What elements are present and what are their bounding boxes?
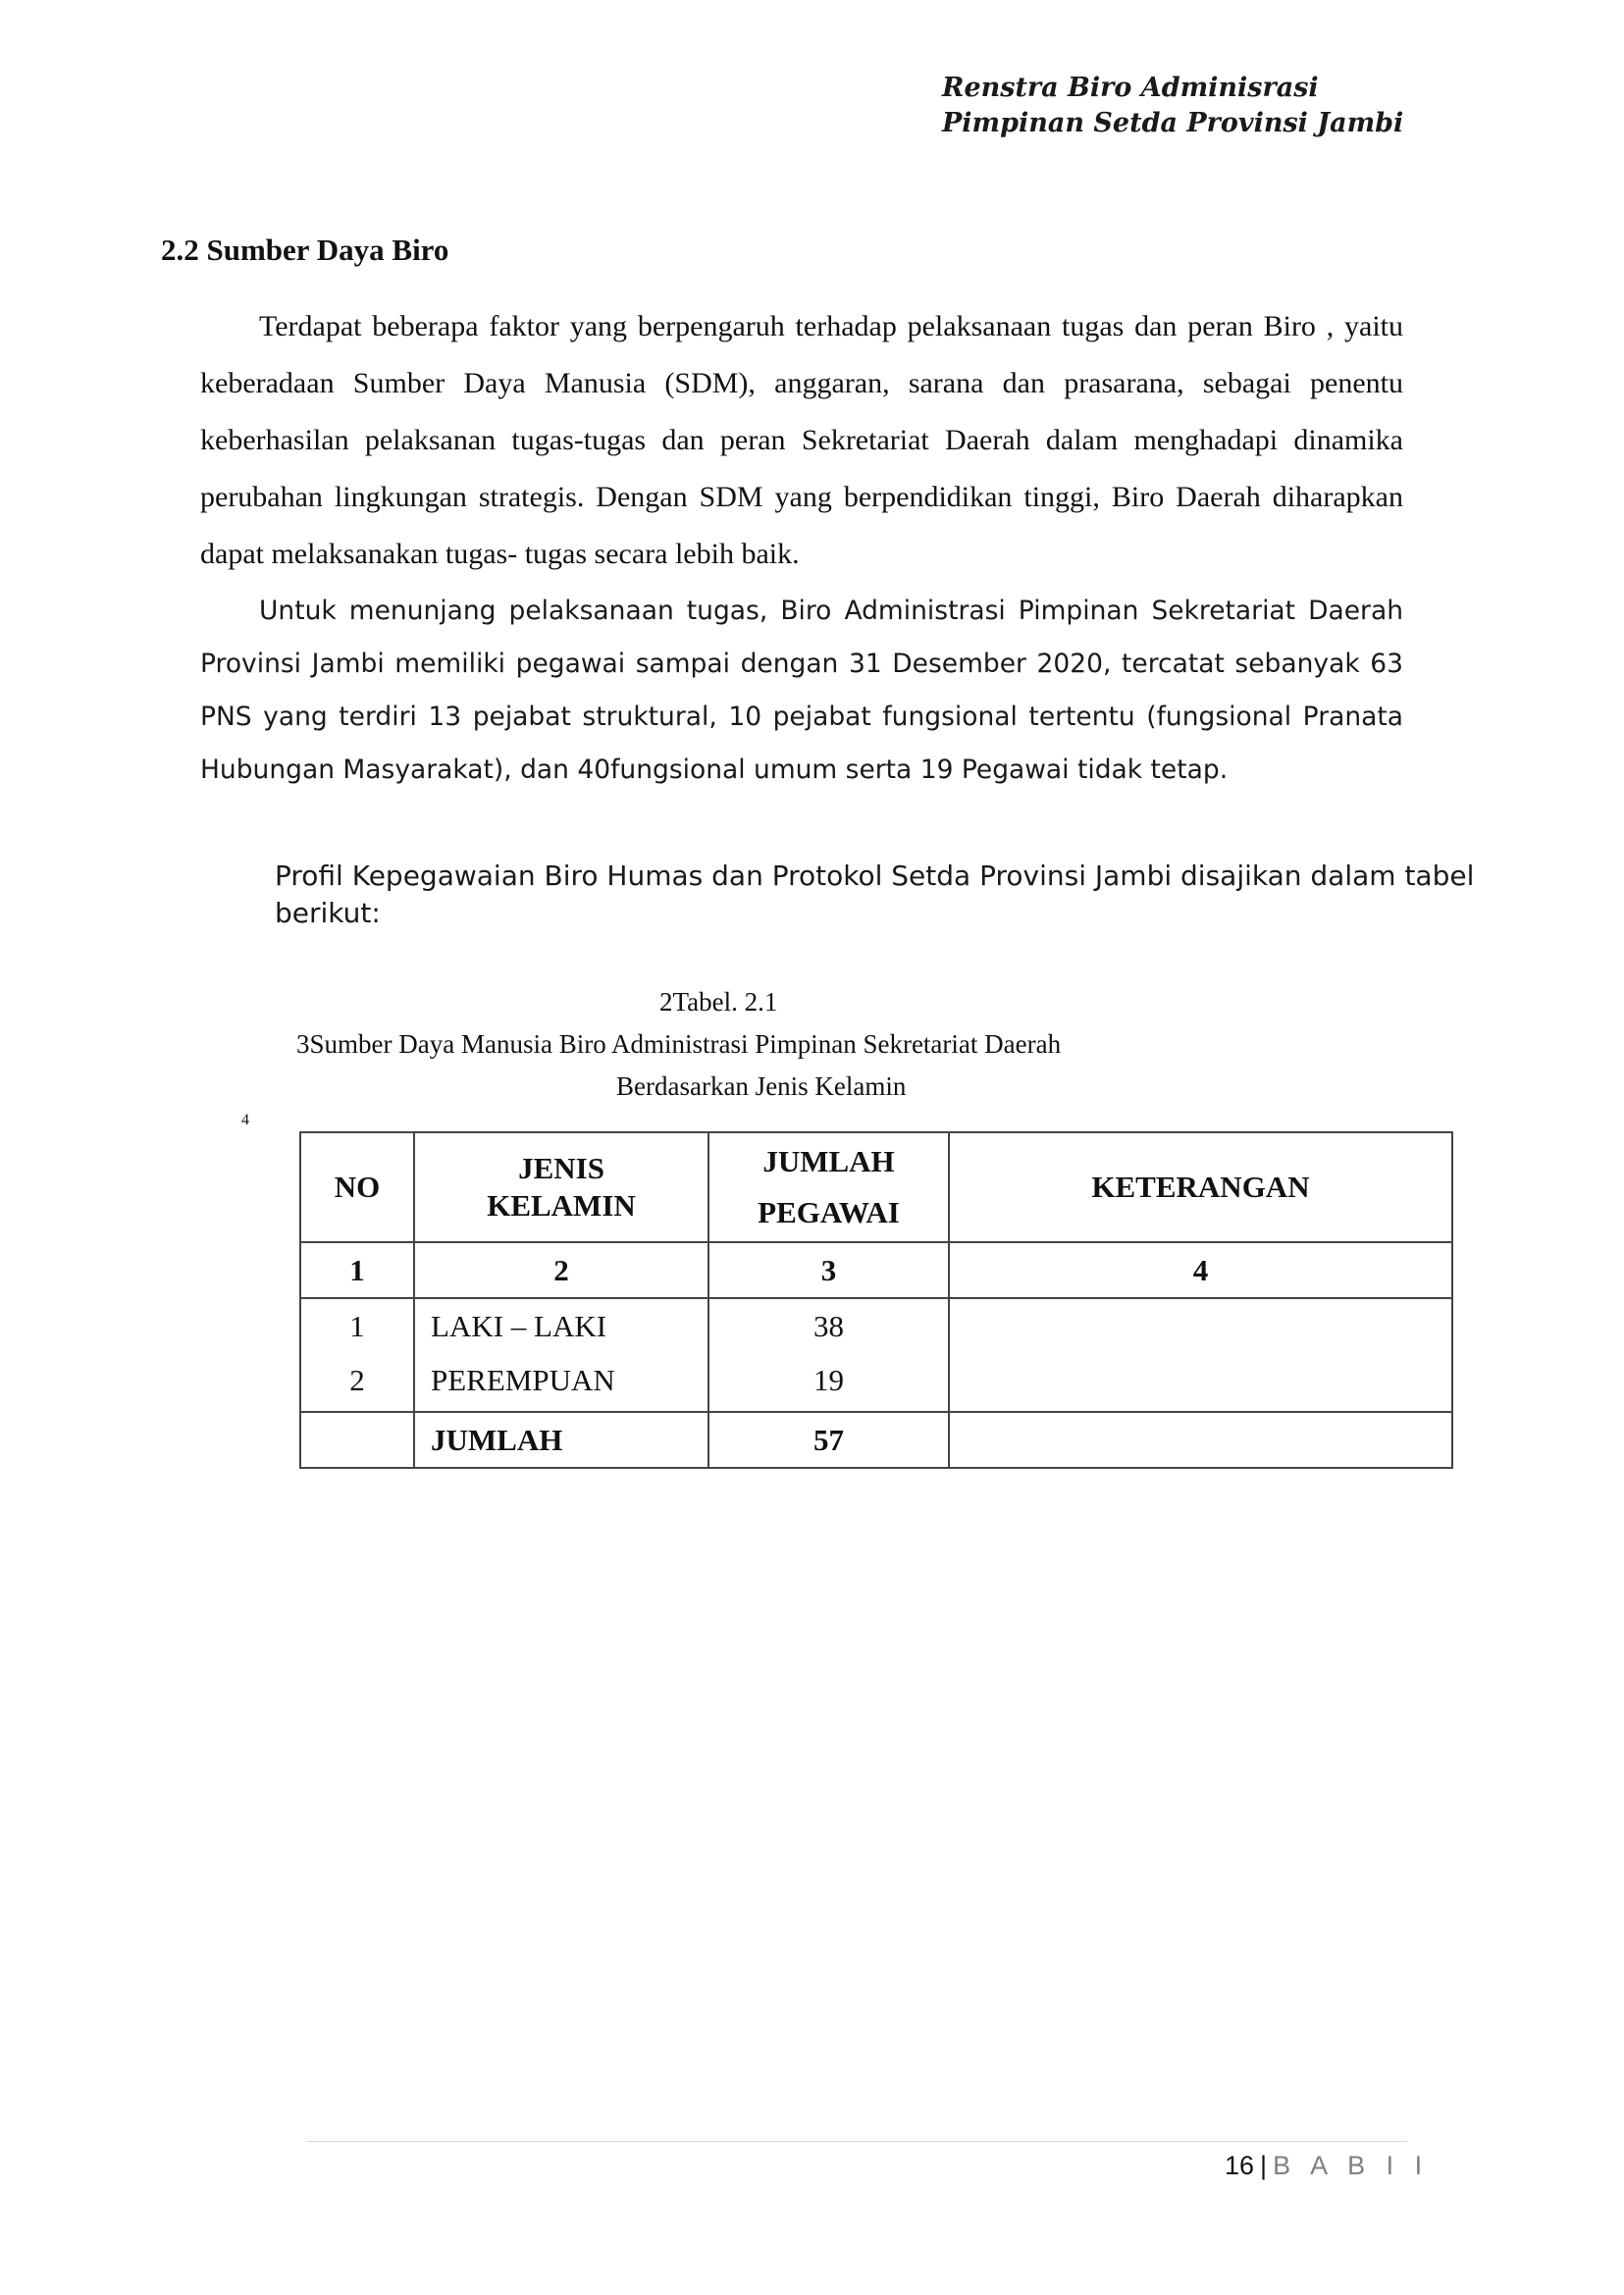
chapter-label: B A B I I [1273,2151,1430,2180]
caption-marker-3: 3 [296,1029,310,1059]
employee-gender-table [299,1131,1453,1469]
page-footer [1225,2151,1429,2181]
row-2-jumlah: 19 [813,1363,844,1397]
footer-divider [306,2141,1407,2142]
table-caption-title [296,1029,1061,1060]
rows-no-cell [300,1298,414,1412]
caption-line-1: Tabel. 2.1 [672,987,778,1017]
document-header [942,71,1570,141]
rows-jumlah-cell [708,1298,949,1412]
header-line-2: Pimpinan Setda Provinsi Jambi [942,108,1404,138]
header-line-1: Renstra Biro Adminisrasi [942,73,1319,103]
header-jumlah-line-2: PEGAWAI [758,1195,900,1229]
table-column-number-row [300,1242,1452,1298]
header-jenis-line-1: JENIS [518,1151,604,1185]
header-no: NO [300,1132,414,1242]
caption-marker-4: 4 [241,1112,249,1128]
row-2-no: 2 [349,1363,365,1397]
section-title: 2.2 Sumber Daya Biro [161,233,449,267]
paragraph-1: Terdapat beberapa faktor yang berpengaruh terhadap pelaksanaan tugas dan peran Biro , yaitu keberadaan Sumber Daya Manusia (SDM), anggaran, sarana dan prasarana, sebagai penentu keberhasilan pelaksanan tugas-tugas dan peran Sekretariat Daerah dalam menghadapi dinamika perubahan lingkungan strategis. Dengan SDM yang berpendidikan tinggi, Biro Daerah diharapkan dapat melaksanakan tugas- tugas secara lebih baik. [200,310,1403,570]
header-jenis-line-2: KELAMIN [487,1188,636,1223]
total-keterangan-cell [949,1412,1452,1468]
rows-jenis-cell [414,1298,708,1412]
table-total-row [300,1412,1452,1468]
row-1-no: 1 [349,1309,365,1343]
page-number: 16 [1225,2151,1255,2180]
table-header-row [300,1132,1452,1242]
paragraph-3: Profil Kepegawaian Biro Humas dan Protokol Setda Provinsi Jambi disajikan dalam tabel berikut: [275,860,1475,929]
row-1-jenis: LAKI – LAKI [431,1309,607,1343]
column-number-4: 4 [949,1242,1452,1298]
row-2-jenis: PEREMPUAN [431,1363,615,1397]
total-value: 57 [708,1412,949,1468]
caption-marker-2: 2 [659,987,673,1017]
footer-separator: | [1260,2151,1268,2180]
row-1-jumlah: 38 [813,1309,844,1343]
column-number-1: 1 [300,1242,414,1298]
table-data-rows [300,1298,1452,1412]
table-caption-number [659,987,777,1017]
rows-keterangan-cell [949,1298,1452,1412]
total-empty-cell [300,1412,414,1468]
column-number-2: 2 [414,1242,708,1298]
header-jumlah-line-1: JUMLAH [762,1144,895,1178]
header-keterangan: KETERANGAN [949,1132,1452,1242]
header-jenis-kelamin [414,1132,708,1242]
paragraph-2: Untuk menunjang pelaksanaan tugas, Biro Administrasi Pimpinan Sekretariat Daerah Provinsi Jambi memiliki pegawai sampai dengan 31 Desember 2020, tercatat sebanyak 63 PNS yang terdiri 13 pejabat struktural, 10 pejabat fungsional tertentu (fungsional Pranata Hubungan Masyarakat), dan 40fungsional umum serta 19 Pegawai tidak tetap. [200,596,1403,785]
header-jumlah-pegawai [708,1132,949,1242]
table-caption-subtitle: Berdasarkan Jenis Kelamin [616,1071,907,1101]
total-label: JUMLAH [414,1412,708,1468]
caption-line-2: Sumber Daya Manusia Biro Administrasi Pimpinan Sekretariat Daerah [309,1029,1062,1059]
column-number-3: 3 [708,1242,949,1298]
